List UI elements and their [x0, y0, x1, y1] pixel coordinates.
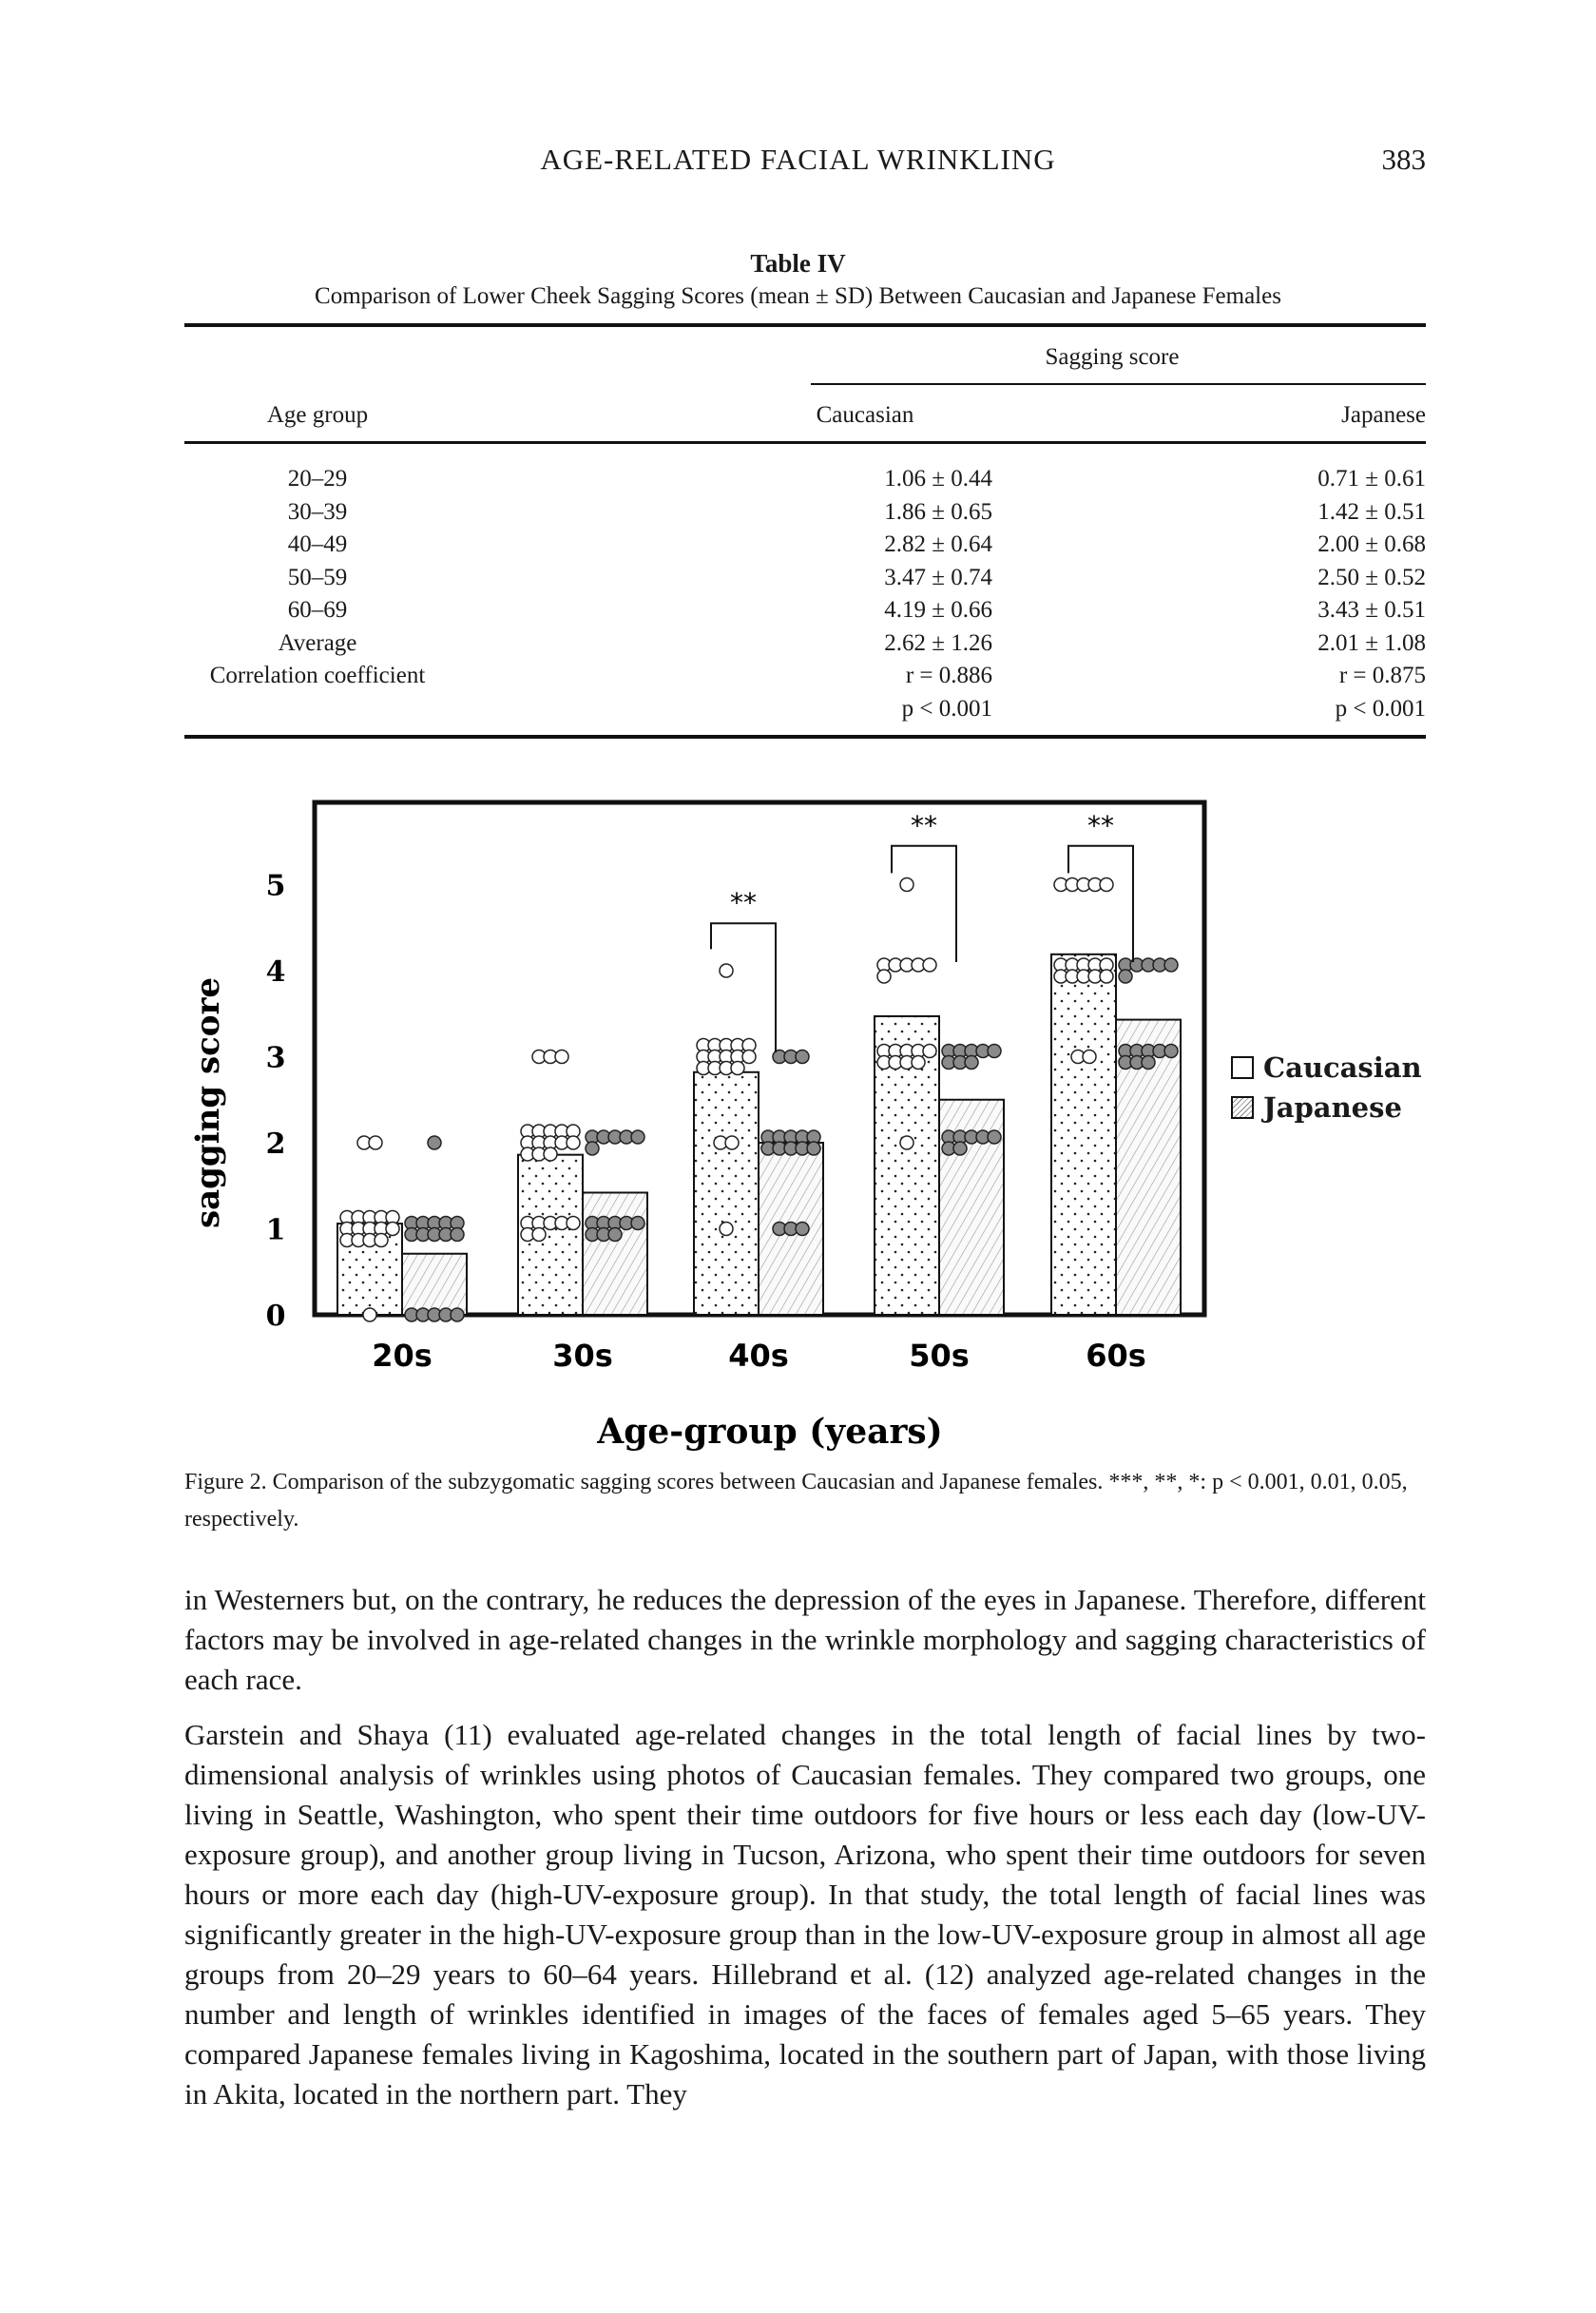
legend-label: Caucasian — [1263, 1051, 1422, 1084]
y-tick-label: 1 — [265, 1213, 286, 1247]
data-point-caucasian — [1100, 878, 1113, 892]
data-point-caucasian — [567, 1136, 580, 1149]
data-point-caucasian — [877, 970, 891, 983]
table-cell: 1.86 ± 0.65 — [884, 498, 992, 525]
y-tick-label: 0 — [265, 1300, 286, 1333]
figure-caption — [184, 1464, 1426, 1538]
bar-japanese-30s — [583, 1192, 647, 1315]
page-number: 383 — [1381, 143, 1426, 176]
legend-swatch-hatched — [1231, 1096, 1254, 1119]
data-point-caucasian — [375, 1234, 388, 1247]
data-point-japanese — [608, 1228, 622, 1242]
body-paragraph-1: in Westerners but, on the contrary, he reduces the depression of the eyes in Japanese. Therefore, different factors may be involved in age-related changes in the wrinkle morphology and sagging characteristics of each race. — [184, 1583, 1426, 1696]
y-tick-label: 3 — [265, 1041, 286, 1075]
data-point-caucasian — [900, 878, 913, 892]
table-cell: 1.42 ± 0.51 — [1317, 498, 1426, 525]
table-cell: 40–49 — [287, 531, 348, 558]
table-cell: r = 0.886 — [905, 663, 992, 689]
significance-bracket — [892, 846, 956, 962]
data-point-caucasian — [720, 1223, 733, 1236]
x-tick-label: 40s — [728, 1338, 789, 1374]
y-tick-label: 5 — [265, 869, 286, 903]
table-cell: Correlation coefficient — [209, 663, 426, 689]
table-cell: 2.62 ± 1.26 — [884, 629, 992, 656]
table-cell: 3.47 ± 0.74 — [884, 564, 992, 590]
data-point-caucasian — [725, 1136, 739, 1149]
legend-japanese — [1231, 1091, 1402, 1124]
data-point-japanese — [1164, 958, 1178, 972]
bar-caucasian-60s — [1051, 954, 1116, 1315]
bar-caucasian-40s — [694, 1072, 759, 1315]
x-axis-title: Age-group (years) — [597, 1412, 943, 1452]
legend-caucasian — [1231, 1051, 1422, 1084]
data-point-japanese — [988, 1045, 1001, 1058]
y-axis-title: sagging score — [189, 976, 227, 1229]
data-point-japanese — [807, 1142, 820, 1155]
table-spanner: Sagging score — [1045, 344, 1180, 370]
data-point-japanese — [1164, 1045, 1178, 1058]
running-head: AGE-RELATED FACIAL WRINKLING — [540, 143, 1056, 176]
table-cell: 2.50 ± 0.52 — [1317, 564, 1426, 590]
data-point-japanese — [988, 1130, 1001, 1144]
x-tick-label: 50s — [909, 1338, 970, 1374]
figure-label: Figure 2. — [184, 1470, 267, 1494]
table-cell: 20–29 — [287, 466, 348, 492]
bar-japanese-20s — [402, 1254, 467, 1315]
data-point-japanese — [451, 1308, 464, 1321]
table-cell: 2.82 ± 0.64 — [884, 531, 992, 558]
data-point-caucasian — [900, 1136, 913, 1149]
significance-label: ** — [1087, 809, 1114, 841]
table-caption: Comparison of Lower Cheek Sagging Scores (mean ± SD) Between Caucasian and Japanese Females — [315, 283, 1281, 309]
col-header-caucasian: Caucasian — [816, 402, 914, 428]
table-title: Table IV — [750, 249, 846, 278]
significance-bracket — [711, 923, 776, 1052]
legend-swatch-dotted — [1231, 1056, 1254, 1079]
table-cell: 4.19 ± 0.66 — [884, 597, 992, 624]
table-cell: 0.71 ± 0.61 — [1317, 466, 1426, 492]
data-point-caucasian — [532, 1228, 546, 1242]
table-cell: 1.06 ± 0.44 — [884, 466, 992, 492]
col-header-japanese: Japanese — [1341, 402, 1426, 428]
data-point-caucasian — [369, 1136, 382, 1149]
data-point-japanese — [953, 1142, 967, 1155]
data-point-japanese — [631, 1130, 644, 1144]
table-cell: 50–59 — [287, 564, 348, 590]
table-cell: Average — [278, 629, 357, 656]
data-point-caucasian — [555, 1050, 568, 1064]
data-point-caucasian — [923, 958, 936, 972]
table-cell: p < 0.001 — [1335, 695, 1426, 722]
y-tick-label: 2 — [265, 1128, 286, 1161]
legend-label: Japanese — [1263, 1091, 1402, 1124]
data-point-japanese — [451, 1228, 464, 1242]
table-cell: r = 0.875 — [1338, 663, 1426, 689]
data-point-caucasian — [742, 1050, 756, 1064]
table-cell: p < 0.001 — [901, 695, 992, 722]
table-cell: 2.01 ± 1.08 — [1317, 629, 1426, 656]
data-point-caucasian — [567, 1217, 580, 1230]
table-cell: 60–69 — [287, 597, 348, 624]
data-point-japanese — [796, 1223, 809, 1236]
y-tick-label: 4 — [265, 955, 286, 989]
data-point-caucasian — [1100, 970, 1113, 983]
data-point-caucasian — [363, 1308, 376, 1321]
data-point-caucasian — [544, 1147, 557, 1161]
figure-caption-text: Comparison of the subzygomatic sagging scores between Caucasian and Japanese females. ***, **, *: p < 0.001, 0.01, 0.05, respectively. — [184, 1470, 1408, 1532]
x-tick-label: 60s — [1086, 1338, 1146, 1374]
table-cell: 2.00 ± 0.68 — [1317, 531, 1426, 558]
col-header-age: Age group — [266, 402, 369, 428]
data-point-caucasian — [912, 1056, 925, 1070]
body-paragraph-2: Garstein and Shaya (11) evaluated age-related changes in the total length of facial lines by two-dimensional analysis of wrinkles using photos of Caucasian females. They compared two groups, one living in Seattle, Washington, who spent their time outdoors for five hours or less each day (low-UV-exposure group), and another group living in Tucson, Arizona, who spent their time outdoors for seven hours or more each day (high-UV-exposure group). In that study, the total length of facial lines was significantly greater in the high-UV-exposure group than in the low-UV-exposure group in almost all age groups from 20–29 years to 60–64 years. Hillebrand et al. (12) analyzed age-related changes in the number and length of wrinkles identified in images of the faces of females aged 5–65 years. They compared Japanese females living in Kagoshima, located in the southern part of Japan, with those living in Akita, located in the northern part. They — [184, 1718, 1426, 2111]
data-point-japanese — [1142, 1056, 1155, 1070]
data-point-caucasian — [720, 964, 733, 977]
data-point-japanese — [631, 1217, 644, 1230]
data-point-japanese — [586, 1142, 599, 1155]
data-point-japanese — [1119, 970, 1132, 983]
table-cell: 30–39 — [287, 498, 348, 525]
data-point-japanese — [796, 1050, 809, 1064]
significance-label: ** — [730, 887, 757, 919]
significance-label: ** — [911, 809, 937, 841]
data-point-caucasian — [731, 1062, 744, 1075]
table-cell: 3.43 ± 0.51 — [1317, 597, 1426, 624]
significance-bracket — [1068, 846, 1133, 962]
data-point-caucasian — [386, 1223, 399, 1236]
data-point-caucasian — [1083, 1050, 1096, 1064]
x-tick-label: 30s — [552, 1338, 613, 1374]
x-tick-label: 20s — [372, 1338, 433, 1374]
data-point-caucasian — [923, 1045, 936, 1058]
data-point-japanese — [965, 1056, 978, 1070]
data-point-japanese — [428, 1136, 441, 1149]
